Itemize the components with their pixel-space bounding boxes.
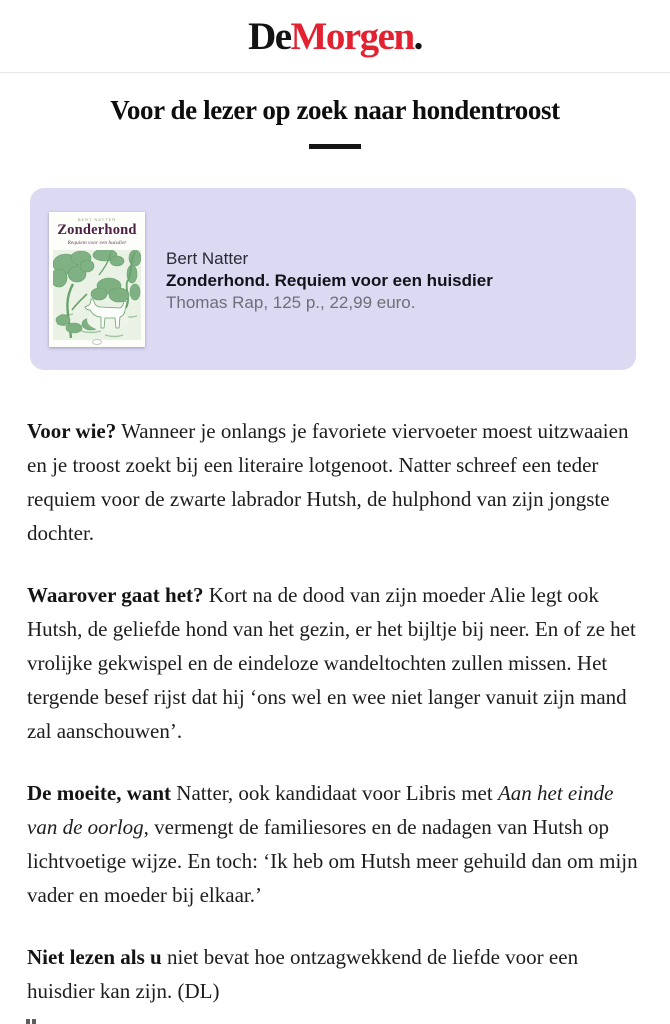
book-author: Bert Natter [166, 249, 249, 269]
cover-author-small: BERT NATTER [77, 217, 117, 223]
cover-subtitle: Requiem voor een huisdier [67, 240, 127, 247]
article [0, 94, 670, 1008]
next-content-cutoff [26, 1019, 36, 1024]
logo-dot: . [413, 14, 422, 58]
headline-dash [309, 144, 361, 149]
book-cover-illustration [53, 250, 141, 340]
paragraph-de-moeite-want: De moeite, want Natter, ook kandidaat voor Libris met Aan het einde van de oorlog, vermengt de familiesores en de nadagen van Hutsh op lichtvoetige wijze. En toch: ‘Ik heb om Hutsh meer gehuild dan om mijn vader en moeder bij elkaar.’ [27, 781, 638, 908]
book-publisher-info: Thomas Rap, 125 p., 22,99 euro. [166, 293, 416, 313]
book-meta [166, 248, 493, 314]
paragraph-voor-wie: Voor wie? Wanneer je onlangs je favoriete viervoeter moest uitzwaaien en je troost zoekt bij een literaire lotgenoot. Natter schreef een teder requiem voor de zwarte labrador Hutsh, de hulphond van zijn jongste dochter. [27, 419, 629, 546]
paragraph-waarover-gaat-het: Waarover gaat het? Kort na de dood van zijn moeder Alie legt ook Hutsh, de geliefde hond van het gezin, er het bijltje bij neer. En of ze het vrolijke gekwispel en de eindeloze wandeltochten zullen missen. Het tergende besef rijst dat hij ‘ons wel en wee niet langer vanuit zijn mand zal aanschouwen’. [27, 583, 636, 744]
demorgen-logo[interactable] [248, 14, 422, 58]
logo-text-morgen: Morgen [290, 14, 414, 58]
cover-title: Zonderhond [57, 222, 137, 239]
paragraph-niet-lezen-als-u: Niet lezen als u niet bevat hoe ontzagwekkend de liefde voor een huisdier kan zijn. (DL) [27, 945, 579, 1004]
book-info-card [30, 188, 636, 370]
logo-text-de: De [248, 14, 291, 58]
article-headline: Voor de lezer op zoek naar hondentroost [110, 95, 560, 125]
book-cover [49, 212, 145, 347]
masthead [0, 0, 670, 73]
book-title: Zonderhond. Requiem voor een huisdier [166, 271, 493, 291]
article-body [27, 414, 643, 1008]
cover-logo-mark [92, 339, 102, 345]
